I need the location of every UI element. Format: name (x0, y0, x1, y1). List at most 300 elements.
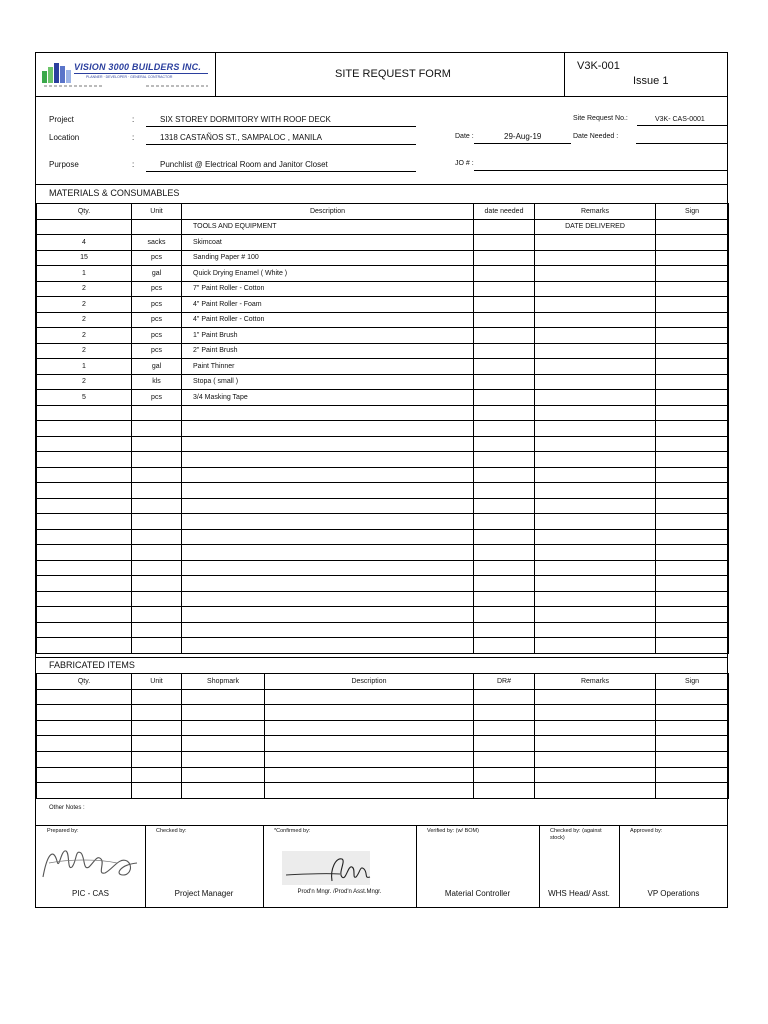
header-divider (564, 53, 565, 96)
description-cell[interactable] (182, 405, 474, 421)
shopmark-cell[interactable] (182, 736, 265, 752)
sign-cell[interactable] (656, 297, 729, 313)
other-notes-label: Other Notes : (49, 805, 85, 811)
description-cell[interactable] (265, 767, 474, 783)
description-cell[interactable] (182, 607, 474, 623)
remarks-cell[interactable] (535, 591, 656, 607)
remarks-cell[interactable] (535, 281, 656, 297)
table-row (37, 736, 729, 752)
description-cell[interactable]: Quick Drying Enamel ( White ) (182, 266, 474, 282)
date-needed-cell[interactable] (474, 436, 535, 452)
unit-cell[interactable] (132, 514, 182, 530)
sign-cell[interactable] (656, 250, 729, 266)
dr-no-cell[interactable] (474, 720, 535, 736)
qty-cell[interactable] (37, 591, 132, 607)
signature-label: *Confirmed by: (274, 828, 311, 834)
unit-cell[interactable] (132, 452, 182, 468)
sign-cell[interactable] (656, 266, 729, 282)
date-needed-cell[interactable] (474, 483, 535, 499)
qty-cell[interactable] (37, 529, 132, 545)
date-delivered-subheader: DATE DELIVERED (535, 219, 656, 235)
sign-cell[interactable] (656, 751, 729, 767)
colon: : (132, 115, 135, 124)
table-row (37, 705, 729, 721)
qty-cell[interactable] (37, 483, 132, 499)
signature-label: Prepared by: (47, 828, 79, 834)
remarks-cell[interactable] (535, 467, 656, 483)
notes-bottom-line (36, 825, 727, 826)
qty-cell[interactable]: 2 (37, 281, 132, 297)
description-cell[interactable]: 3/4 Masking Tape (182, 390, 474, 406)
info-bottom-line (36, 184, 727, 185)
description-cell[interactable] (182, 545, 474, 561)
fabricated-header-qty: Qty. (37, 674, 132, 690)
materials-header-qty: Qty. (37, 204, 132, 220)
sign-cell[interactable] (656, 343, 729, 359)
unit-cell[interactable]: pcs (132, 250, 182, 266)
unit-cell[interactable]: sacks (132, 235, 182, 251)
sign-cell[interactable] (656, 591, 729, 607)
table-row (37, 328, 729, 344)
fabricated-header-shopmark: Shopmark (182, 674, 265, 690)
qty-cell[interactable] (37, 736, 132, 752)
table-row (37, 452, 729, 468)
unit-cell[interactable]: gal (132, 359, 182, 375)
description-cell[interactable] (182, 591, 474, 607)
remarks-cell[interactable] (535, 483, 656, 499)
qty-cell[interactable]: 2 (37, 374, 132, 390)
remarks-cell[interactable] (535, 560, 656, 576)
sign-cell[interactable] (656, 436, 729, 452)
shopmark-cell[interactable] (182, 705, 265, 721)
materials-header-unit: Unit (132, 204, 182, 220)
unit-cell[interactable]: kls (132, 374, 182, 390)
remarks-cell[interactable] (535, 622, 656, 638)
date-needed-cell[interactable] (474, 452, 535, 468)
date-needed-cell[interactable] (474, 498, 535, 514)
table-row (37, 343, 729, 359)
remarks-cell[interactable] (535, 514, 656, 530)
description-cell[interactable] (182, 498, 474, 514)
sign-cell[interactable] (656, 312, 729, 328)
description-cell[interactable] (182, 560, 474, 576)
date-value[interactable]: 29-Aug-19 (504, 132, 542, 141)
qty-cell[interactable] (37, 751, 132, 767)
remarks-cell[interactable] (535, 436, 656, 452)
qty-cell[interactable]: 2 (37, 312, 132, 328)
unit-cell[interactable] (132, 483, 182, 499)
unit-cell[interactable] (132, 405, 182, 421)
qty-cell[interactable] (37, 421, 132, 437)
qty-cell[interactable] (37, 514, 132, 530)
description-cell[interactable] (265, 751, 474, 767)
unit-cell[interactable] (132, 576, 182, 592)
qty-cell[interactable] (37, 560, 132, 576)
description-cell[interactable] (182, 576, 474, 592)
table-row (37, 751, 729, 767)
sign-cell[interactable] (656, 736, 729, 752)
shopmark-cell[interactable] (182, 751, 265, 767)
description-cell[interactable] (265, 736, 474, 752)
qty-cell[interactable] (37, 622, 132, 638)
sign-cell[interactable] (656, 235, 729, 251)
materials-header-sign: Sign (656, 204, 729, 220)
date-needed-cell[interactable] (474, 405, 535, 421)
dr-no-cell[interactable] (474, 689, 535, 705)
remarks-cell[interactable] (535, 297, 656, 313)
date-needed-cell[interactable] (474, 250, 535, 266)
table-cell[interactable] (132, 219, 182, 235)
remarks-cell[interactable] (535, 689, 656, 705)
qty-cell[interactable] (37, 467, 132, 483)
unit-cell[interactable] (132, 622, 182, 638)
materials-section-title: MATERIALS & CONSUMABLES (49, 188, 180, 198)
date-needed-cell[interactable] (474, 266, 535, 282)
signature-label: Checked by: (against stock) (550, 828, 602, 841)
table-row (37, 235, 729, 251)
description-cell[interactable]: 1" Paint Brush (182, 328, 474, 344)
description-cell[interactable] (182, 421, 474, 437)
remarks-cell[interactable] (535, 452, 656, 468)
signature-divider (263, 825, 264, 908)
location-value: 1318 CASTAÑOS ST., SAMPALOC , MANILA (160, 133, 322, 142)
dr-no-cell[interactable] (474, 705, 535, 721)
sign-cell[interactable] (656, 374, 729, 390)
fabricated-table (36, 673, 729, 799)
sign-cell[interactable] (656, 390, 729, 406)
unit-cell[interactable] (132, 751, 182, 767)
qty-cell[interactable] (37, 405, 132, 421)
signature-area[interactable] (149, 839, 259, 883)
date-needed-cell[interactable] (474, 467, 535, 483)
logo-rule (74, 73, 208, 74)
form-title: SITE REQUEST FORM (335, 68, 451, 80)
qty-cell[interactable]: 2 (37, 343, 132, 359)
table-row (37, 281, 729, 297)
sign-cell[interactable] (656, 281, 729, 297)
sign-cell[interactable] (656, 783, 729, 799)
date-needed-label: Date Needed : (573, 133, 619, 140)
shopmark-cell[interactable] (182, 767, 265, 783)
jo-underline (474, 170, 727, 171)
sign-cell[interactable] (656, 638, 729, 654)
unit-cell[interactable] (132, 736, 182, 752)
sign-cell[interactable] (656, 483, 729, 499)
fabricated-header-description: Description (265, 674, 474, 690)
location-underline (146, 144, 416, 145)
materials-header-remarks: Remarks (535, 204, 656, 220)
date-needed-cell[interactable] (474, 545, 535, 561)
sign-cell[interactable] (656, 767, 729, 783)
remarks-cell[interactable] (535, 390, 656, 406)
table-row (37, 689, 729, 705)
qty-cell[interactable]: 1 (37, 359, 132, 375)
date-needed-cell[interactable] (474, 297, 535, 313)
qty-cell[interactable]: 2 (37, 297, 132, 313)
unit-cell[interactable] (132, 545, 182, 561)
sign-cell[interactable] (656, 545, 729, 561)
date-needed-cell[interactable] (474, 529, 535, 545)
site-request-no-label: Site Request No.: (573, 115, 628, 122)
description-cell[interactable] (182, 467, 474, 483)
unit-cell[interactable] (132, 591, 182, 607)
remarks-cell[interactable] (535, 328, 656, 344)
company-logo (42, 61, 210, 91)
qty-cell[interactable] (37, 767, 132, 783)
remarks-cell[interactable] (535, 421, 656, 437)
signature-area[interactable] (420, 839, 535, 883)
signature-area[interactable] (543, 839, 615, 883)
sign-cell[interactable] (656, 622, 729, 638)
remarks-cell[interactable] (535, 751, 656, 767)
sign-cell[interactable] (656, 529, 729, 545)
date-needed-cell[interactable] (474, 343, 535, 359)
date-needed-cell[interactable] (474, 638, 535, 654)
date-needed-cell[interactable] (474, 328, 535, 344)
qty-cell[interactable]: 1 (37, 266, 132, 282)
shopmark-cell[interactable] (182, 720, 265, 736)
qty-cell[interactable] (37, 783, 132, 799)
site-request-no-value[interactable]: V3K- CAS-0001 (655, 116, 705, 123)
doc-code: V3K-001 (577, 60, 620, 72)
unit-cell[interactable] (132, 689, 182, 705)
signature-area[interactable] (623, 839, 724, 883)
date-needed-cell[interactable] (474, 390, 535, 406)
table-cell[interactable] (656, 219, 729, 235)
signature-role: PIC - CAS (72, 889, 109, 898)
remarks-cell[interactable] (535, 576, 656, 592)
remarks-cell[interactable] (535, 607, 656, 623)
remarks-cell[interactable] (535, 529, 656, 545)
unit-cell[interactable]: gal (132, 266, 182, 282)
description-cell[interactable]: Sanding Paper # 100 (182, 250, 474, 266)
signature-label: Verified by: (w/ BOM) (427, 828, 479, 834)
purpose-value: Punchlist @ Electrical Room and Janitor Closet (160, 160, 328, 169)
table-row (37, 783, 729, 799)
remarks-cell[interactable] (535, 736, 656, 752)
company-name: VISION 3000 BUILDERS INC. (74, 62, 202, 72)
unit-cell[interactable]: pcs (132, 343, 182, 359)
description-cell[interactable] (182, 514, 474, 530)
description-cell[interactable] (182, 452, 474, 468)
unit-cell[interactable] (132, 467, 182, 483)
description-cell[interactable] (265, 689, 474, 705)
logo-fine-print (44, 85, 104, 87)
table-row (37, 312, 729, 328)
unit-cell[interactable] (132, 421, 182, 437)
sign-cell[interactable] (656, 705, 729, 721)
materials-header-date-needed: date needed (474, 204, 535, 220)
sign-cell[interactable] (656, 576, 729, 592)
dr-no-cell[interactable] (474, 751, 535, 767)
date-needed-cell[interactable] (474, 622, 535, 638)
date-needed-cell[interactable] (474, 514, 535, 530)
sign-cell[interactable] (656, 560, 729, 576)
description-cell[interactable] (265, 705, 474, 721)
description-cell[interactable] (182, 483, 474, 499)
table-row (37, 514, 729, 530)
remarks-cell[interactable] (535, 498, 656, 514)
qty-cell[interactable] (37, 638, 132, 654)
fabricated-header-unit: Unit (132, 674, 182, 690)
table-row (37, 622, 729, 638)
table-cell[interactable] (474, 219, 535, 235)
remarks-cell[interactable] (535, 545, 656, 561)
table-row (37, 405, 729, 421)
sign-cell[interactable] (656, 405, 729, 421)
qty-cell[interactable] (37, 576, 132, 592)
signature-role: WHS Head/ Asst. (548, 889, 610, 898)
date-needed-cell[interactable] (474, 312, 535, 328)
qty-cell[interactable] (37, 705, 132, 721)
remarks-cell[interactable] (535, 250, 656, 266)
qty-cell[interactable] (37, 720, 132, 736)
remarks-cell[interactable] (535, 266, 656, 282)
unit-cell[interactable] (132, 767, 182, 783)
fabricated-header-row (37, 674, 729, 690)
description-cell[interactable]: 7" Paint Roller - Cotton (182, 281, 474, 297)
remarks-cell[interactable] (535, 235, 656, 251)
signature-role: Project Manager (174, 889, 234, 898)
project-label: Project (49, 115, 74, 124)
signature-role: Prod'n Mngr. /Prod'n Asst.Mngr. (297, 889, 382, 895)
sign-cell[interactable] (656, 359, 729, 375)
qty-cell[interactable]: 4 (37, 235, 132, 251)
project-value: SIX STOREY DORMITORY WITH ROOF DECK (160, 115, 331, 124)
materials-bottom-line (36, 657, 727, 658)
sign-cell[interactable] (656, 720, 729, 736)
table-row (37, 560, 729, 576)
fabricated-header-remarks: Remarks (535, 674, 656, 690)
unit-cell[interactable] (132, 705, 182, 721)
unit-cell[interactable] (132, 720, 182, 736)
qty-cell[interactable]: 5 (37, 390, 132, 406)
date-needed-cell[interactable] (474, 591, 535, 607)
table-row (37, 297, 729, 313)
description-cell[interactable]: Stopa ( small ) (182, 374, 474, 390)
materials-header-row (37, 204, 729, 220)
colon: : (132, 160, 135, 169)
table-row (37, 767, 729, 783)
date-needed-cell[interactable] (474, 560, 535, 576)
unit-cell[interactable]: pcs (132, 297, 182, 313)
header-bottom-line (36, 96, 727, 97)
unit-cell[interactable]: pcs (132, 390, 182, 406)
date-needed-cell[interactable] (474, 607, 535, 623)
unit-cell[interactable] (132, 498, 182, 514)
remarks-cell[interactable] (535, 767, 656, 783)
dr-no-cell[interactable] (474, 783, 535, 799)
sign-cell[interactable] (656, 514, 729, 530)
sign-cell[interactable] (656, 328, 729, 344)
signature-role: Material Controller (444, 889, 511, 898)
qty-cell[interactable] (37, 436, 132, 452)
description-cell[interactable] (182, 638, 474, 654)
qty-cell[interactable] (37, 498, 132, 514)
date-needed-underline (636, 143, 727, 144)
unit-cell[interactable] (132, 607, 182, 623)
remarks-cell[interactable] (535, 705, 656, 721)
date-needed-cell[interactable] (474, 359, 535, 375)
shopmark-cell[interactable] (182, 783, 265, 799)
remarks-cell[interactable] (535, 343, 656, 359)
remarks-cell[interactable] (535, 720, 656, 736)
sign-cell[interactable] (656, 421, 729, 437)
qty-cell[interactable] (37, 452, 132, 468)
unit-cell[interactable]: pcs (132, 312, 182, 328)
qty-cell[interactable]: 2 (37, 328, 132, 344)
fabricated-header-dr-no: DR# (474, 674, 535, 690)
dr-no-cell[interactable] (474, 736, 535, 752)
dr-no-cell[interactable] (474, 767, 535, 783)
table-row (37, 607, 729, 623)
qty-cell[interactable]: 15 (37, 250, 132, 266)
sign-cell[interactable] (656, 452, 729, 468)
table-row (37, 638, 729, 654)
remarks-cell[interactable] (535, 359, 656, 375)
remarks-cell[interactable] (535, 312, 656, 328)
unit-cell[interactable]: pcs (132, 328, 182, 344)
qty-cell[interactable] (37, 545, 132, 561)
qty-cell[interactable] (37, 689, 132, 705)
description-cell[interactable]: 4" Paint Roller - Foam (182, 297, 474, 313)
logo-bars-icon (42, 61, 72, 83)
purpose-label: Purpose (49, 160, 79, 169)
date-needed-cell[interactable] (474, 281, 535, 297)
table-row (37, 576, 729, 592)
site-request-no-underline (637, 125, 727, 126)
site-request-form (35, 52, 728, 908)
unit-cell[interactable] (132, 529, 182, 545)
unit-cell[interactable]: pcs (132, 281, 182, 297)
description-cell[interactable] (182, 622, 474, 638)
remarks-cell[interactable] (535, 783, 656, 799)
description-cell[interactable]: Skimcoat (182, 235, 474, 251)
materials-subheader-row (37, 219, 729, 235)
shopmark-cell[interactable] (182, 689, 265, 705)
prepared-by-signature (39, 837, 143, 885)
remarks-cell[interactable] (535, 374, 656, 390)
date-needed-cell[interactable] (474, 235, 535, 251)
date-needed-cell[interactable] (474, 576, 535, 592)
description-cell[interactable] (265, 720, 474, 736)
description-cell[interactable]: 2" Paint Brush (182, 343, 474, 359)
unit-cell[interactable] (132, 783, 182, 799)
sign-cell[interactable] (656, 467, 729, 483)
date-needed-cell[interactable] (474, 374, 535, 390)
date-needed-cell[interactable] (474, 421, 535, 437)
unit-cell[interactable] (132, 560, 182, 576)
issue-number: Issue 1 (633, 75, 669, 87)
signature-role: VP Operations (647, 889, 700, 898)
unit-cell[interactable] (132, 638, 182, 654)
table-row (37, 467, 729, 483)
sign-cell[interactable] (656, 689, 729, 705)
remarks-cell[interactable] (535, 638, 656, 654)
description-cell[interactable] (265, 783, 474, 799)
sign-cell[interactable] (656, 607, 729, 623)
description-cell[interactable]: 4" Paint Roller - Cotton (182, 312, 474, 328)
remarks-cell[interactable] (535, 405, 656, 421)
sign-cell[interactable] (656, 498, 729, 514)
unit-cell[interactable] (132, 436, 182, 452)
description-cell[interactable] (182, 529, 474, 545)
description-cell[interactable] (182, 436, 474, 452)
company-tagline: PLANNER · DEVELOPER · GENERAL CONTRACTOR (86, 75, 173, 79)
table-cell[interactable] (37, 219, 132, 235)
qty-cell[interactable] (37, 607, 132, 623)
description-cell[interactable]: Paint Thinner (182, 359, 474, 375)
